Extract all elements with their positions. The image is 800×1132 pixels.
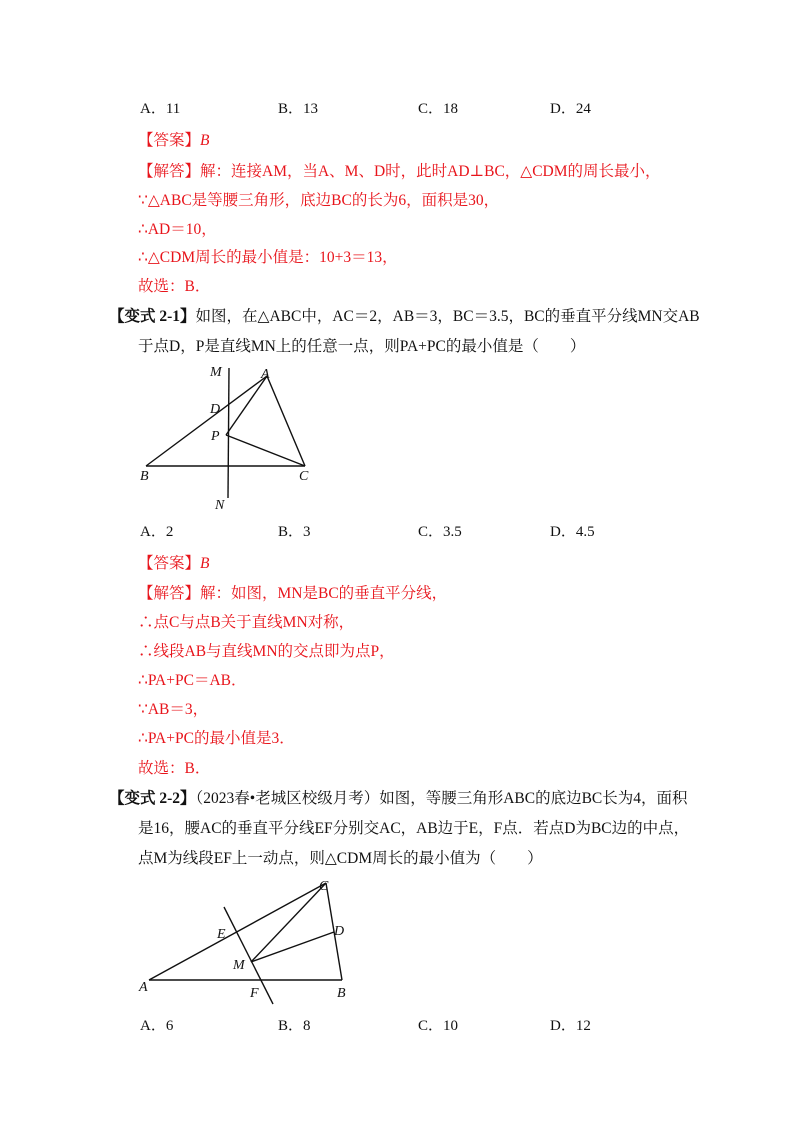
solution-line: ∴点C与点B关于直线MN对称，: [138, 614, 355, 631]
prev-solution-line: ∵△ABC是等腰三角形，底边BC的长为6，面积是30，: [138, 192, 500, 209]
option-d: D．12: [550, 1018, 591, 1034]
label-b: B: [337, 986, 346, 1001]
solution-line: 【解答】解：如图，MN是BC的垂直平分线，: [138, 585, 448, 602]
stem-text: 如图，在△ABC中，AC＝2，AB＝3，BC＝3.5，BC的垂直平分线MN交AB: [195, 308, 700, 325]
segment-mc: [251, 883, 326, 962]
option-a: A．6: [140, 1018, 174, 1034]
label-c: C: [299, 469, 309, 484]
option-b: B．8: [278, 1018, 311, 1034]
answer-tag: 【答案】: [138, 555, 201, 572]
label-m: M: [233, 958, 245, 973]
option-b: B．3: [278, 524, 311, 540]
answer-value: B: [200, 555, 210, 572]
prev-solution-line: ∴AD＝10，: [138, 221, 217, 238]
triangle-figure-2-1: [130, 358, 330, 518]
answer-tag: 【答案】: [138, 132, 201, 149]
solution-line: ∴PA+PC的最小值是3．: [138, 730, 295, 747]
variant-2-1-answer: [138, 554, 209, 574]
variant-2-2-stem: [109, 789, 688, 809]
option-a: A．11: [140, 101, 181, 117]
label-e: E: [217, 927, 226, 942]
solution-line: ∴PA+PC＝AB．: [138, 672, 247, 689]
triangle-figure-2-2: [130, 872, 370, 1012]
prev-solution-line: 【解答】解：连接AM，当A、M、D时，此时AD⊥BC，△CDM的周长最小，: [138, 163, 661, 180]
solution-line: ∴线段AB与直线MN的交点即为点P，: [138, 643, 395, 660]
option-c: C．3.5: [418, 524, 462, 540]
variant-2-2-stem-cont: 点M为线段EF上一动点，则△CDM周长的最小值为（ ）: [138, 850, 543, 867]
prev-solution-line: ∴△CDM周长的最小值是：10+3＝13，: [138, 249, 398, 266]
label-a: A: [261, 367, 270, 382]
variant-2-1-stem: [109, 307, 700, 327]
option-d: D．24: [550, 101, 591, 117]
option-c: C．18: [418, 101, 459, 117]
label-b: B: [140, 469, 149, 484]
answer-value: B: [200, 132, 210, 149]
option-c: C．10: [418, 1018, 459, 1034]
variant-tag: 【变式 2-1】: [109, 308, 196, 325]
solution-line: ∵AB＝3，: [138, 701, 209, 718]
prev-solution-line: 故选：B．: [138, 278, 211, 295]
label-d: D: [334, 924, 345, 939]
stem-text: （2023春•老城区校级月考）如图，等腰三角形ABC的底边BC长为4，面积: [195, 790, 688, 807]
variant-2-2-stem-cont: 是16，腰AC的垂直平分线EF分别交AC，AB边于E，F点．若点D为BC边的中点，: [138, 820, 690, 837]
option-a: A．2: [140, 524, 174, 540]
segment-pa: [226, 376, 267, 435]
variant-tag: 【变式 2-2】: [109, 790, 196, 807]
label-d: D: [210, 402, 221, 417]
label-a: A: [139, 980, 148, 995]
label-c: C: [319, 879, 329, 894]
option-d: D．4.5: [550, 524, 595, 540]
label-p: P: [211, 429, 220, 444]
option-b: B．13: [278, 101, 319, 117]
label-m: M: [210, 365, 222, 380]
segment-ac: [267, 376, 305, 466]
line-ef: [224, 907, 273, 1004]
segment-md: [251, 932, 334, 962]
segment-ab: [146, 376, 267, 466]
label-f: F: [250, 986, 259, 1001]
variant-2-1-stem-cont: 于点D，P是直线MN上的任意一点，则PA+PC的最小值是（ ）: [138, 338, 586, 355]
prev-answer: [138, 131, 209, 151]
label-n: N: [215, 498, 225, 513]
solution-line: 故选：B．: [138, 760, 211, 777]
